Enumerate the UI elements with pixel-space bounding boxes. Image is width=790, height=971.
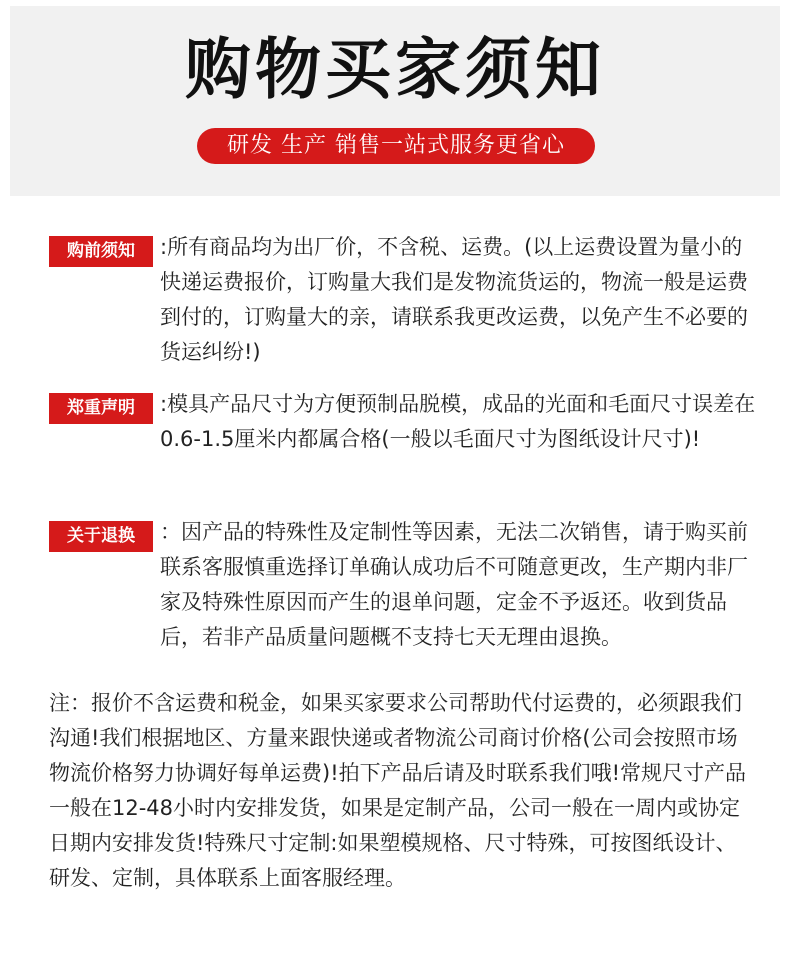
section-text: :所有商品均为出厂价，不含税、运费。(以上运费设置为量小的快递运费报价，订购量大我们是发物流货运的，物流一般是运费到付的，订购量大的亲，请联系我更改运费，以免产生不必要的货运纠纷!)	[160, 235, 748, 364]
section-tag: 购前须知	[49, 236, 153, 267]
slogan-banner: 研发 生产 销售一站式服务更省心	[197, 128, 595, 164]
section-text: :模具产品尺寸为方便预制品脱模，成品的光面和毛面尺寸误差在0.6-1.5厘米内都属合格(一般以毛面尺寸为图纸设计尺寸)!	[160, 392, 756, 451]
page-title: 购物买家须知	[185, 31, 605, 108]
section-tag: 郑重声明	[49, 393, 153, 424]
section-tag: 关于退换	[49, 521, 153, 552]
footnote: 注：报价不含运费和税金，如果买家要求公司帮助代付运费的，必须跟我们沟通!我们根据地区、方量来跟快递或者物流公司商讨价格(公司会按照市场物流价格努力协调好每单运费)!拍下产品后请及时联系我们哦!常规尺寸产品一般在12-48小时内安排发货，如果是定制产品，公司一般在一周内或协定日期内安排发货!特殊尺寸定制:如果塑模规格、尺寸特殊，可按图纸设计、研发、定制，具体联系上面客服经理。	[49, 691, 747, 890]
section-text: ：因产品的特殊性及定制性等因素，无法二次销售，请于购买前联系客服慎重选择订单确认成功后不可随意更改，生产期内非厂家及特殊性原因而产生的退单问题，定金不予返还。收到货品后，若非产品质量问题概不支持七天无理由退换。	[160, 520, 748, 649]
